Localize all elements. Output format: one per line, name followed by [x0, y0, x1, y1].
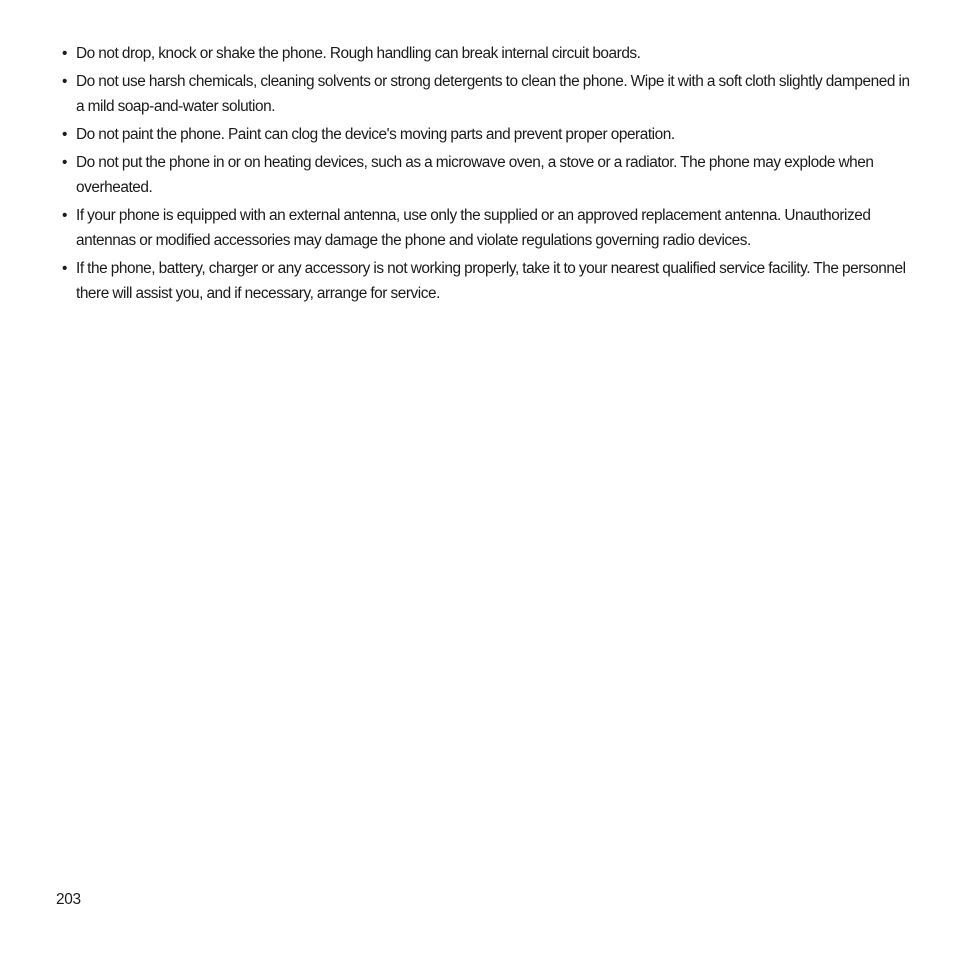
- bullet-icon: •: [62, 260, 67, 277]
- safety-bullet-list: [62, 41, 912, 309]
- bullet-icon: •: [62, 73, 67, 90]
- list-item-text: Do not put the phone in or on heating devices, such as a microwave oven, a stove or a radiator. The phone may explode when overheated.: [76, 154, 874, 196]
- list-item: [62, 256, 912, 306]
- list-item: [62, 41, 912, 66]
- bullet-icon: •: [62, 154, 67, 171]
- list-item-text: If the phone, battery, charger or any accessory is not working properly, take it to your nearest qualified service facility. The personnel there will assist you, and if necessary, arrange for service.: [76, 260, 906, 302]
- list-item-text: If your phone is equipped with an external antenna, use only the supplied or an approved replacement antenna. Unauthorized antennas or modified accessories may damage the phone and violate regulations governing radio devices.: [76, 207, 871, 249]
- list-item-text: Do not paint the phone. Paint can clog the device's moving parts and prevent proper operation.: [76, 126, 675, 143]
- list-item-text: Do not use harsh chemicals, cleaning solvents or strong detergents to clean the phone. Wipe it with a soft cloth slightly dampened in a mild soap-and-water solution.: [76, 73, 910, 115]
- list-item: [62, 122, 912, 147]
- bullet-icon: •: [62, 45, 67, 62]
- list-item: [62, 150, 912, 200]
- list-item-text: Do not drop, knock or shake the phone. Rough handling can break internal circuit boards.: [76, 45, 641, 62]
- page-number: 203: [56, 891, 81, 908]
- list-item: [62, 69, 912, 119]
- bullet-icon: •: [62, 207, 67, 224]
- bullet-icon: •: [62, 126, 67, 143]
- list-item: [62, 203, 912, 253]
